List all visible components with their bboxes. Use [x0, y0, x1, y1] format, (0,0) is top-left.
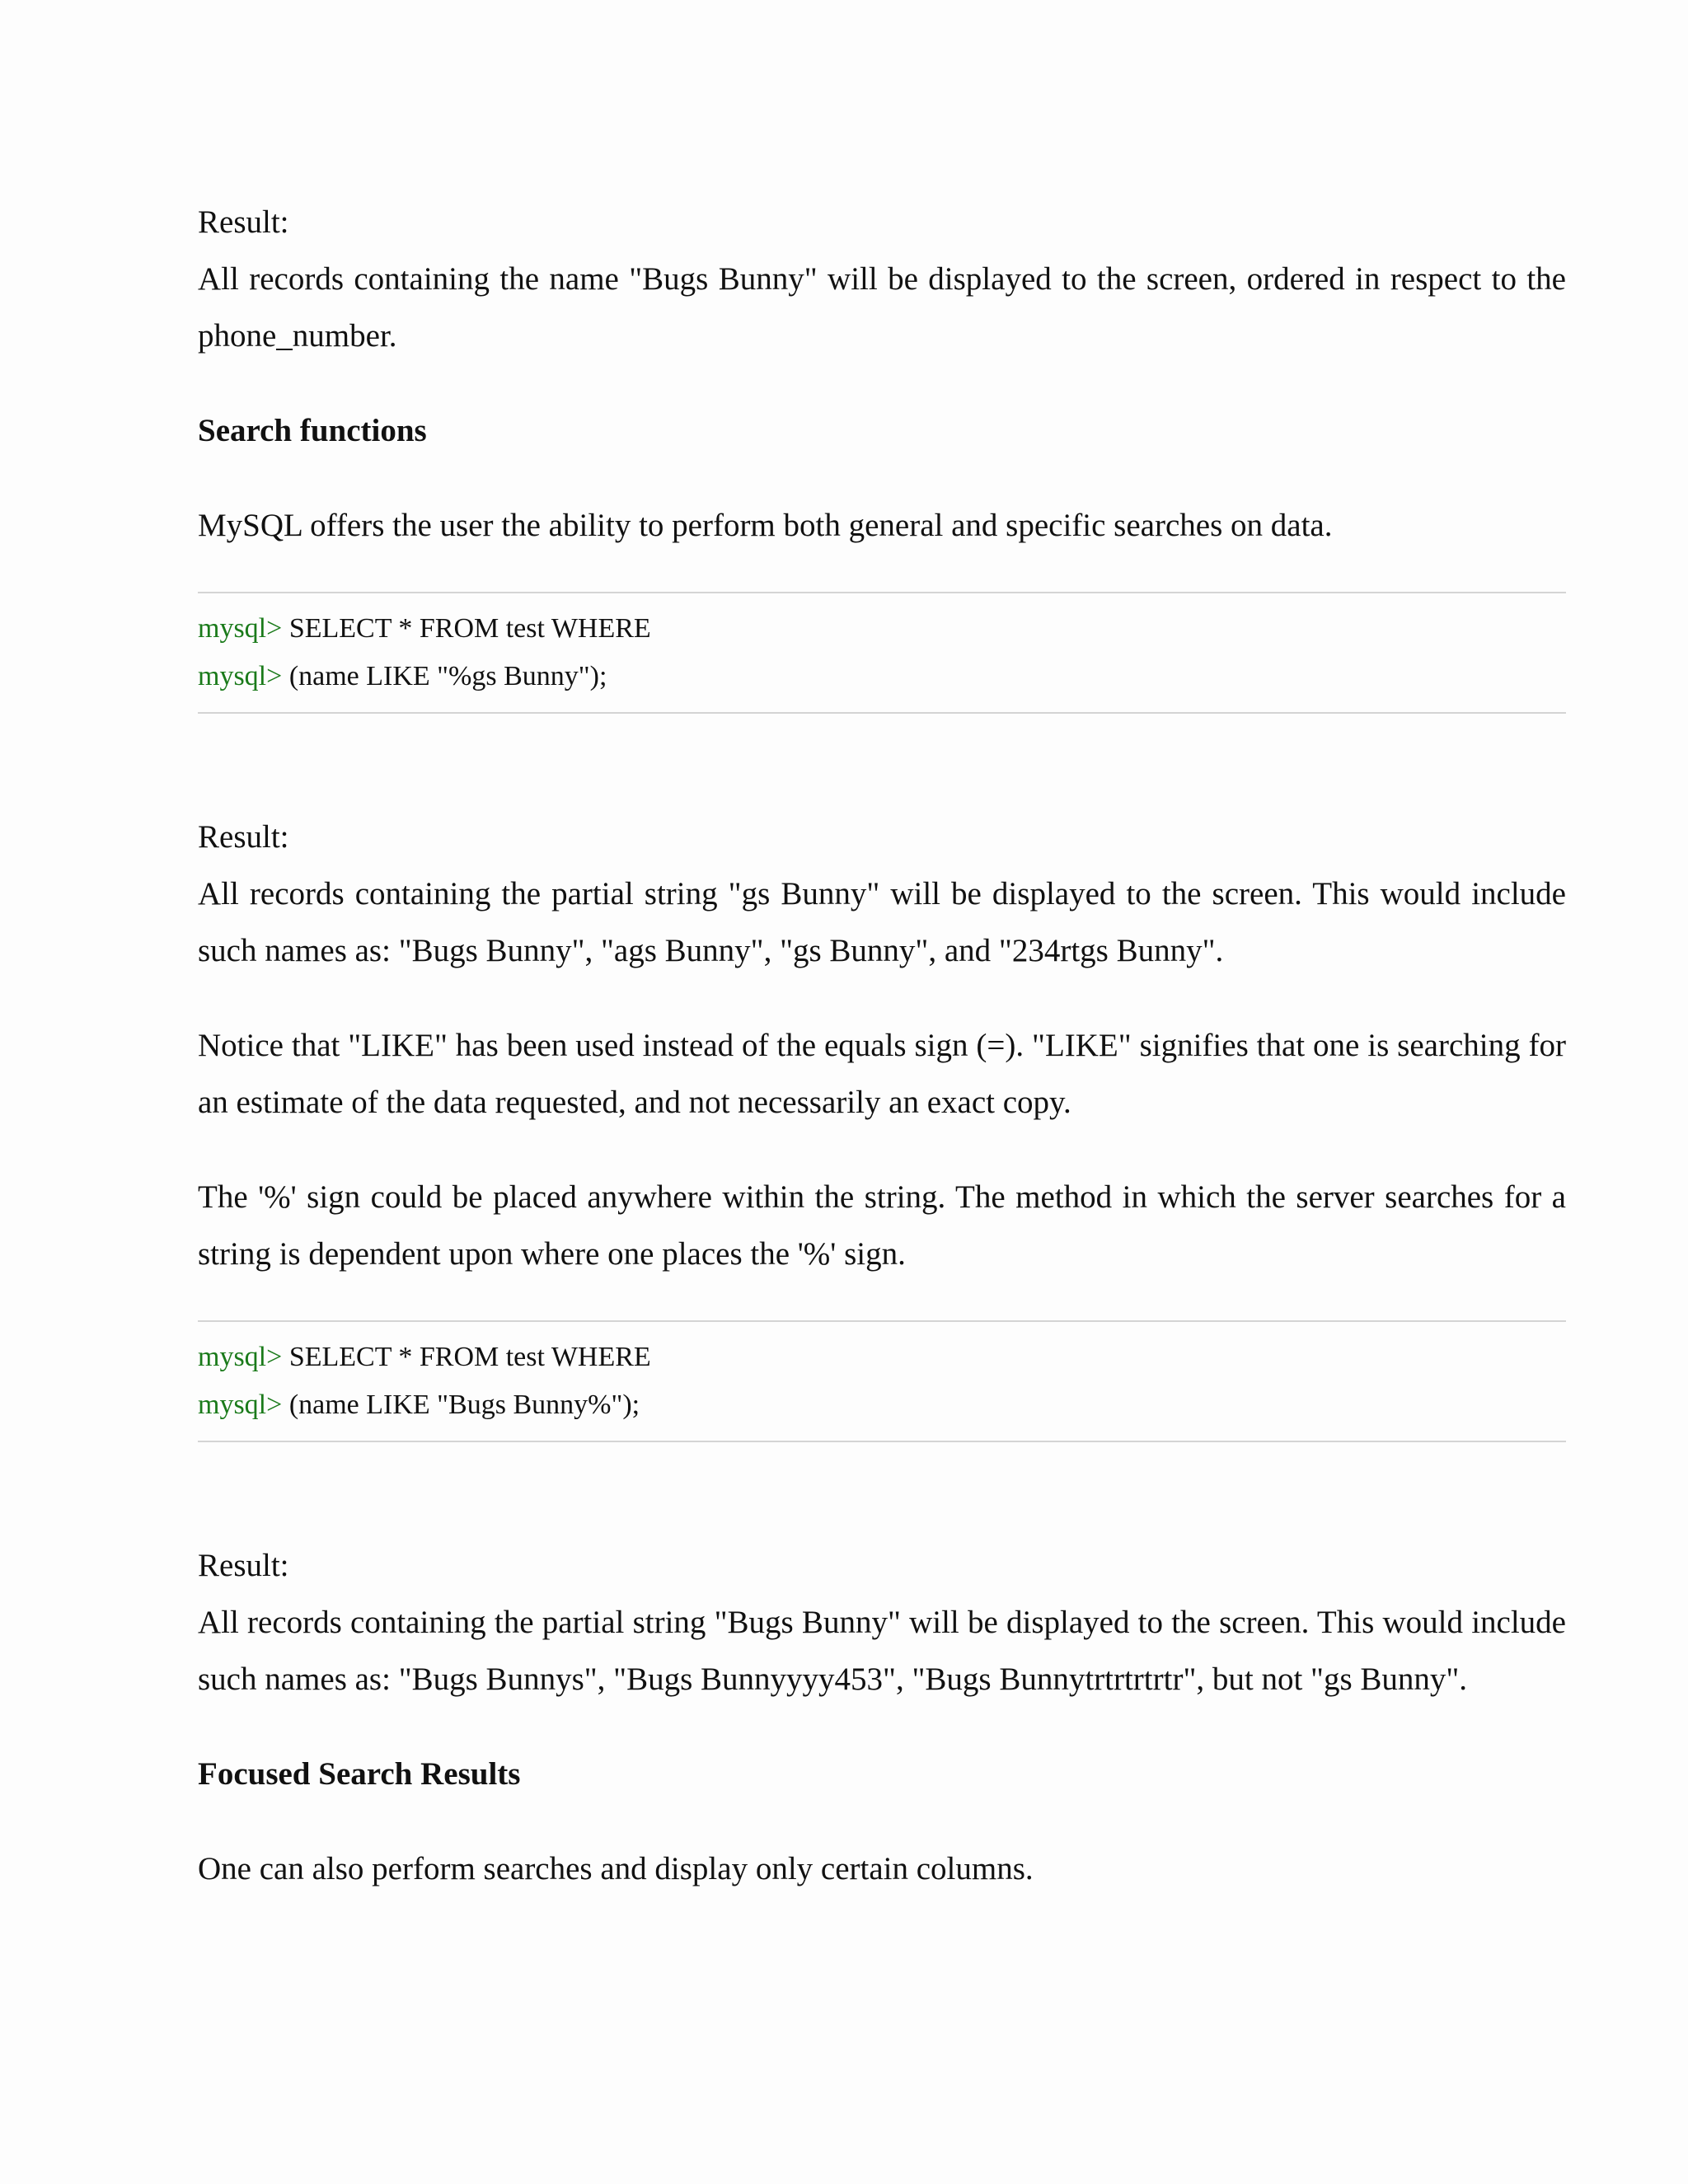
mysql-prompt: mysql> [198, 1342, 283, 1372]
result-text: All records containing the partial string "gs Bunny" will be displayed to the screen. This would include such names as: "Bugs Bunny", "ags Bunny", "gs Bunny", and "234rtgs Bunny". [198, 876, 1566, 968]
code-text: (name LIKE "Bugs Bunny%"); [282, 1390, 640, 1420]
mysql-prompt: mysql> [198, 613, 283, 644]
document-page [198, 194, 1566, 1897]
code-text: SELECT * FROM test WHERE [282, 613, 651, 644]
section-heading-focused-search: Focused Search Results [198, 1756, 521, 1792]
code-line [198, 605, 1566, 653]
code-text: SELECT * FROM test WHERE [282, 1342, 651, 1372]
paragraph-like-explanation: Notice that "LIKE" has been used instead of the equals sign (=). "LIKE" signifies that one is searching for an estimate of the data requested, and not necessarily an exact copy. [198, 1028, 1566, 1120]
code-block [198, 1320, 1566, 1442]
result-label: Result: [198, 819, 289, 855]
mysql-prompt: mysql> [198, 661, 283, 691]
result-text: All records containing the name "Bugs Bunny" will be displayed to the screen, ordered in respect to the phone_number. [198, 261, 1566, 354]
result-label: Result: [198, 1548, 289, 1583]
paragraph-search-intro: MySQL offers the user the ability to perform both general and specific searches on data. [198, 508, 1333, 543]
paragraph-focused-intro: One can also perform searches and display only certain columns. [198, 1851, 1034, 1886]
code-line [198, 1333, 1566, 1381]
paragraph-percent-sign: The '%' sign could be placed anywhere within the string. The method in which the server searches for a string is dependent upon where one places the '%' sign. [198, 1179, 1566, 1272]
mysql-prompt: mysql> [198, 1390, 283, 1420]
code-text: (name LIKE "%gs Bunny"); [282, 661, 607, 691]
code-line [198, 653, 1566, 701]
code-block [198, 592, 1566, 714]
result-text: All records containing the partial string "Bugs Bunny" will be displayed to the screen. This would include such names as: "Bugs Bunnys", "Bugs Bunnyyyy453", "Bugs Bunnytrtrtrtrtr", but not "gs Bunny". [198, 1605, 1566, 1697]
result-label: Result: [198, 204, 289, 240]
section-heading-search-functions: Search functions [198, 413, 427, 448]
code-line [198, 1381, 1566, 1429]
